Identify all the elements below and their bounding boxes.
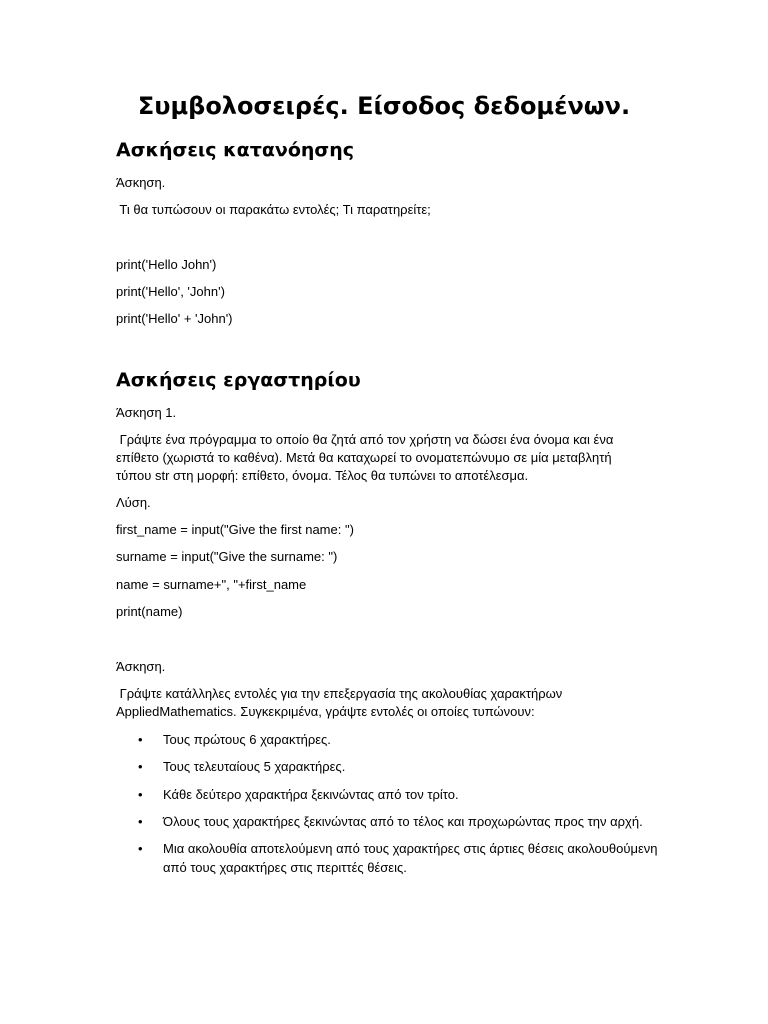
exercise-text-line: τύπου str στη μορφή: επίθετο, όνομα. Τέλος θα τυπώνει το αποτέλεσμα. (116, 468, 529, 483)
bullet-icon: • (138, 787, 143, 802)
code-line: print('Hello John') (116, 257, 217, 272)
code-line: first_name = input("Give the first name: ") (116, 522, 354, 537)
exercise-text-line: επίθετο (χωριστά το καθένα). Μετά θα καταχωρεί το ονοματεπώνυμο σε μία μεταβλητή (116, 450, 612, 465)
section-heading-comprehension: Ασκήσεις κατανόησης (116, 139, 355, 161)
bullet-icon: • (138, 732, 143, 747)
bullet-icon: • (138, 814, 143, 829)
exercise-question: Τι θα τυπώσουν οι παρακάτω εντολές; Τι παρατηρείτε; (116, 202, 431, 217)
code-line: surname = input("Give the surname: ") (116, 549, 338, 564)
code-line: print('Hello' + 'John') (116, 311, 233, 326)
exercise-label: Άσκηση. (116, 659, 166, 674)
solution-label: Λύση. (116, 495, 151, 510)
bullet-icon: • (138, 759, 143, 774)
code-line: print('Hello', 'John') (116, 284, 225, 299)
section-heading-lab: Ασκήσεις εργαστηρίου (116, 369, 361, 391)
list-item-text: Κάθε δεύτερο χαρακτήρα ξεκινώντας από τον τρίτο. (163, 787, 459, 802)
list-item-text: Όλους τους χαρακτήρες ξεκινώντας από το τέλος και προχωρώντας προς την αρχή. (163, 814, 643, 829)
exercise-label: Άσκηση 1. (116, 405, 177, 420)
exercise-text-line: Γράψτε ένα πρόγραμμα το οποίο θα ζητά από τον χρήστη να δώσει ένα όνομα και ένα (116, 432, 614, 447)
exercise-label: Άσκηση. (116, 175, 166, 190)
list-item-text: Μια ακολουθία αποτελούμενη από τους χαρακτήρες στις άρτιες θέσεις ακολουθούμενη από τους χαρακτήρες στις περιττές θέσεις. (163, 841, 658, 875)
exercise-text-line: AppliedMathematics. Συγκεκριμένα, γράψτε εντολές οι οποίες τυπώνουν: (116, 704, 535, 719)
page-title: Συμβολοσειρές. Είσοδος δεδομένων. (137, 92, 631, 120)
code-line: name = surname+", "+first_name (116, 577, 307, 592)
bullet-icon: • (138, 841, 143, 856)
list-item-text: Τους τελευταίους 5 χαρακτήρες. (163, 759, 346, 774)
list-item-text: Τους πρώτους 6 χαρακτήρες. (163, 732, 331, 747)
exercise-text-line: Γράψτε κατάλληλες εντολές για την επεξεργασία της ακολουθίας χαρακτήρων (116, 686, 563, 701)
code-line: print(name) (116, 604, 183, 619)
